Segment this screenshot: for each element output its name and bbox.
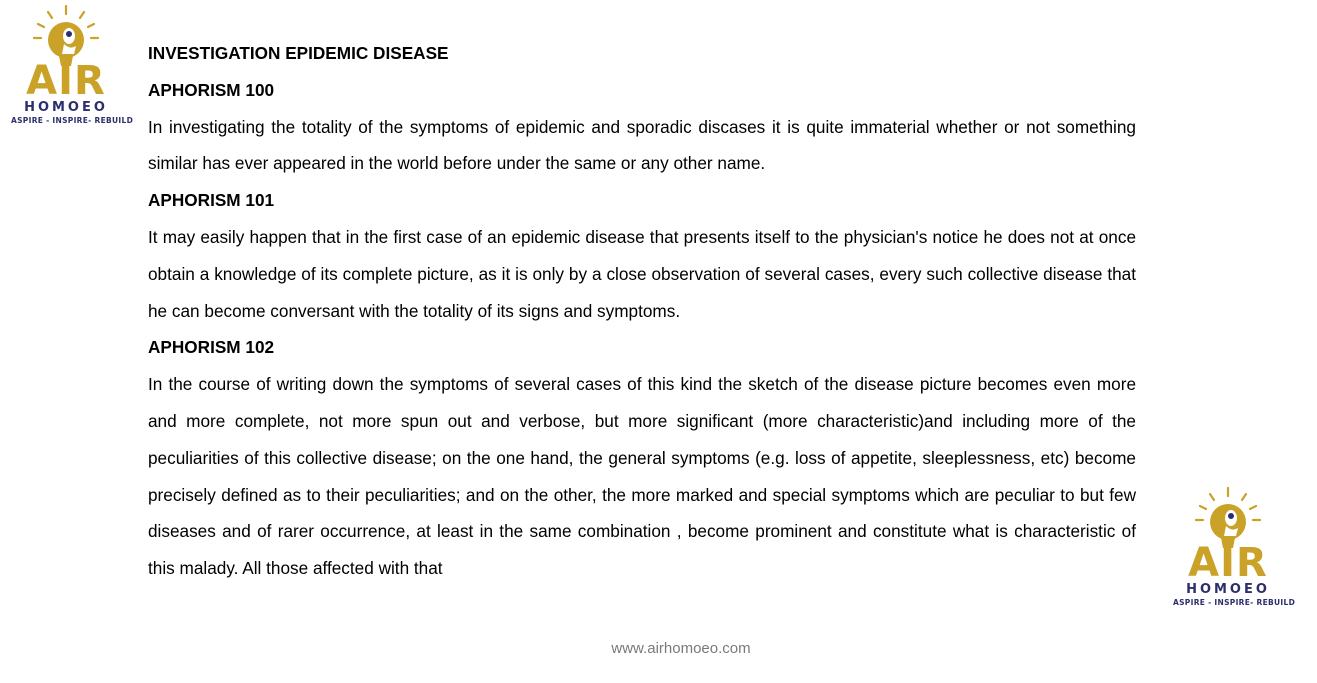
- aphorism-heading: APHORISM 102: [148, 337, 275, 358]
- logo-wordmark: AIR: [26, 58, 106, 104]
- document-title: INVESTIGATION EPIDEMIC DISEASE: [148, 43, 449, 63]
- aphorism-text: In the course of writing down the symptoms of several cases of this kind the sketch of the disease picture becomes even more and more complete, not more spun out and verbose, but more significant (more characteristic)and including more of the peculiarities of this collective disease; on the one hand, the general symptoms (e.g. loss of appetite, sleeplessness, etc) become precisely defined as to their peculiarities; and on the other, the more marked and special symptoms which are peculiar to but few diseases and of rarer occurrence, at least in the same combination , become prominent and constitute what is characteristic of this malady. All those affected with that: [148, 374, 1136, 579]
- aphorism-text: It may easily happen that in the first case of an epidemic disease that presents itself to the physician's notice he does not at once obtain a knowledge of its complete picture, as it is only by a close observation of several cases, every such collective disease that he can become conversant with the totality of its signs and symptoms.: [148, 226, 1136, 321]
- logo-tagline: ASPIRE - INSPIRE- REBUILD: [1173, 598, 1296, 607]
- logo-wordmark: AIR: [1188, 540, 1268, 586]
- aphorism-text: In investigating the totality of the symptoms of epidemic and sporadic discases it is quite immaterial whether or not something similar has ever appeared in the world before under the same or any other name.: [148, 116, 1136, 174]
- document-body: [148, 35, 1136, 587]
- logo-name: HOMOEO: [24, 100, 108, 115]
- logo-name: HOMOEO: [1186, 582, 1270, 597]
- footer-website: www.airhomoeo.com: [611, 640, 751, 657]
- air-homoeo-logo-bottom: [1173, 486, 1296, 622]
- logo-tagline: ASPIRE - INSPIRE- REBUILD: [11, 116, 134, 125]
- air-homoeo-logo-top: [11, 4, 134, 140]
- aphorism-heading: APHORISM 101: [148, 190, 275, 211]
- aphorism-heading: APHORISM 100: [148, 79, 275, 100]
